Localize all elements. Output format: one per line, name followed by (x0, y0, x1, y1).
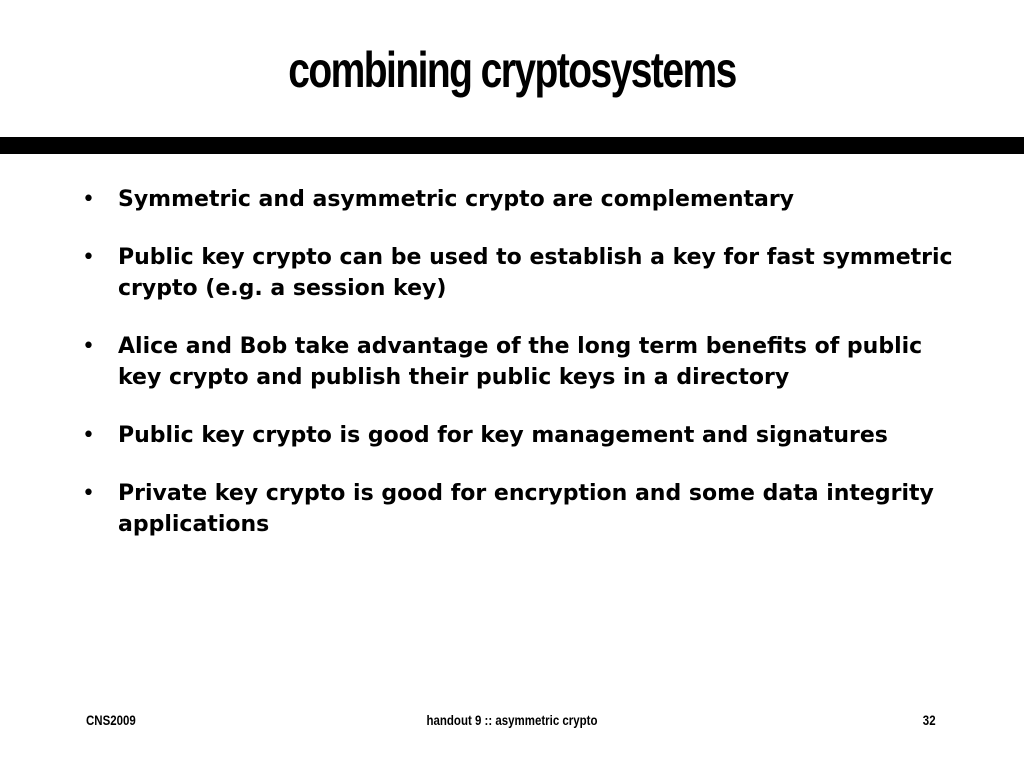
bullet-item (78, 331, 958, 393)
title-divider-bar (0, 137, 1024, 154)
bullet-text: Public key crypto can be used to establish a key for fast symmetric crypto (e.g. a session key) (118, 245, 953, 301)
footer-page-number: 32 (923, 712, 936, 728)
bullet-text: Private key crypto is good for encryption and some data integrity applications (118, 481, 934, 537)
bullet-icon: • (82, 423, 95, 448)
footer-handout-title: handout 9 :: asymmetric crypto (426, 712, 598, 728)
bullet-item (78, 184, 958, 215)
bullet-text: Public key crypto is good for key management and signatures (118, 423, 888, 448)
bullet-icon: • (82, 481, 95, 506)
bullet-item (78, 242, 958, 304)
bullet-text: Alice and Bob take advantage of the long term benefits of public key crypto and publish their public keys in a directory (118, 334, 923, 390)
bullet-icon: • (82, 245, 95, 270)
bullet-icon: • (82, 334, 95, 359)
bullet-item (78, 478, 958, 540)
footer-course-code: CNS2009 (86, 712, 136, 728)
bullet-text: Symmetric and asymmetric crypto are complementary (118, 187, 795, 212)
bullet-list (78, 184, 958, 567)
bullet-item (78, 420, 958, 451)
slide-title: combining cryptosystems (288, 42, 736, 98)
bullet-icon: • (82, 187, 95, 212)
